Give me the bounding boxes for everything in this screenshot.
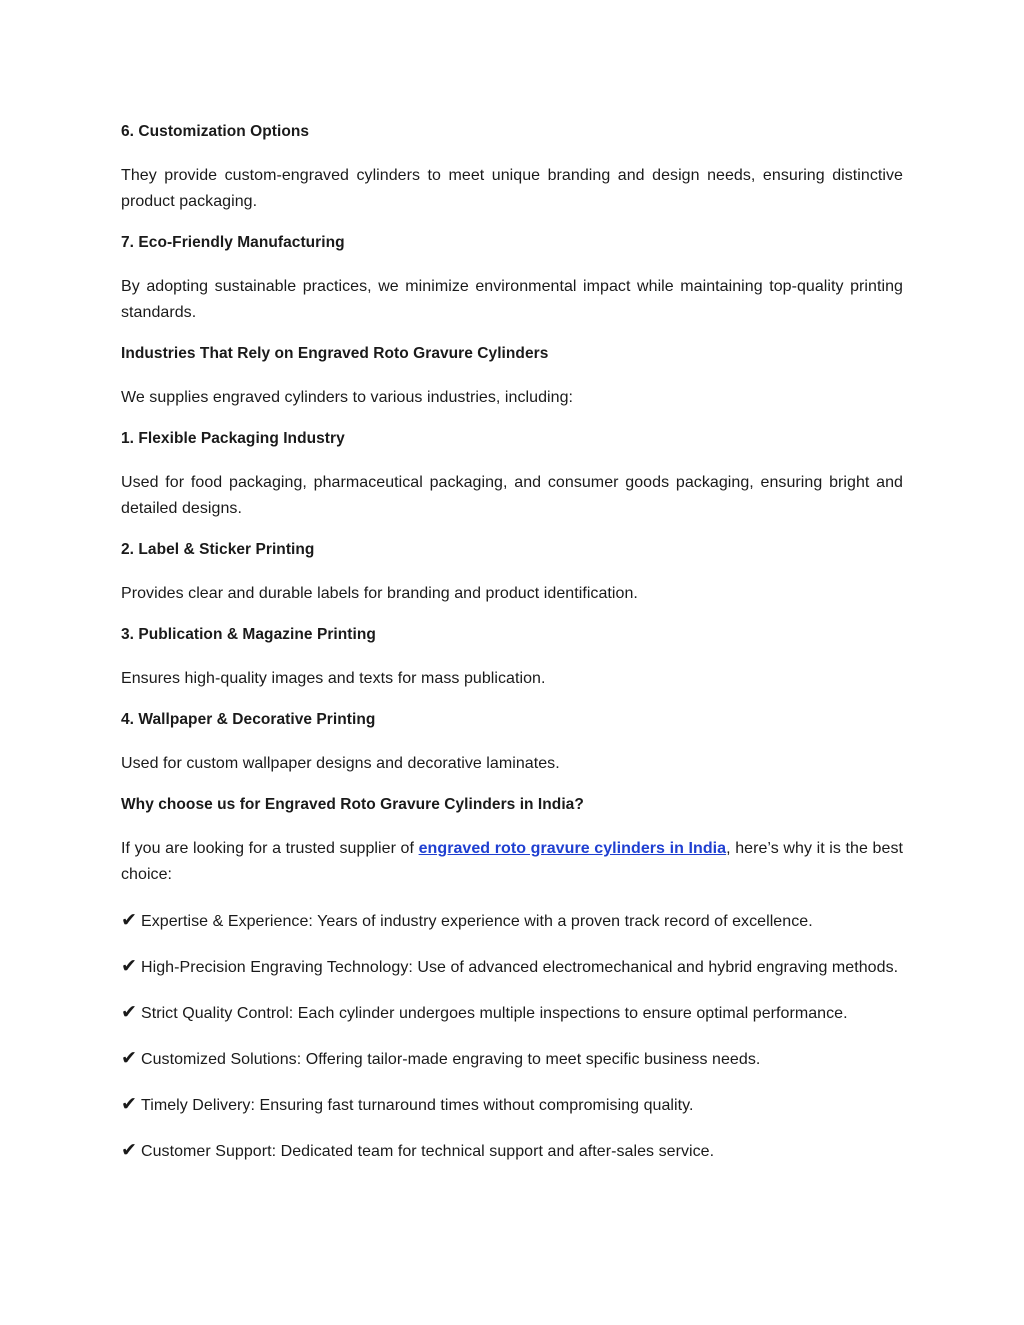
heading-why-choose-us: Why choose us for Engraved Roto Gravure Cylinders in India?	[121, 796, 584, 813]
paragraph-why-choose-us-intro	[121, 836, 903, 888]
intro-text-after-link: , here’s why it is the best choice:	[121, 840, 903, 883]
checklist-item	[121, 907, 903, 935]
checklist-item-text: High-Precision Engraving Technology: Use of advanced electromechanical and hybrid engraving methods.	[140, 959, 899, 976]
checklist-item-text: Customer Support: Dedicated team for technical support and after-sales service.	[140, 1143, 715, 1160]
checklist-item	[121, 953, 903, 981]
engraved-cylinders-india-link[interactable]: engraved roto gravure cylinders in India	[418, 840, 727, 857]
checklist-item-text: Strict Quality Control: Each cylinder undergoes multiple inspections to ensure optimal performance.	[140, 1005, 848, 1022]
checkmark-icon: ✔	[121, 1139, 137, 1161]
checkmark-icon: ✔	[121, 1047, 137, 1069]
heading-publication-magazine-printing: 3. Publication & Magazine Printing	[121, 626, 376, 643]
heading-industries: Industries That Rely on Engraved Roto Gravure Cylinders	[121, 345, 549, 362]
checklist-item	[121, 1091, 903, 1119]
heading-customization-options: 6. Customization Options	[121, 123, 310, 140]
checklist-item	[121, 1045, 903, 1073]
paragraph-label-sticker-printing: Provides clear and durable labels for branding and product identification.	[121, 585, 638, 602]
heading-label-sticker-printing: 2. Label & Sticker Printing	[121, 541, 315, 558]
checklist-item-text: Expertise & Experience: Years of industry experience with a proven track record of excellence.	[140, 913, 813, 930]
heading-eco-friendly-manufacturing: 7. Eco-Friendly Manufacturing	[121, 234, 345, 251]
paragraph-flexible-packaging: Used for food packaging, pharmaceutical packaging, and consumer goods packaging, ensuring bright and detailed designs.	[121, 474, 903, 517]
heading-flexible-packaging: 1. Flexible Packaging Industry	[121, 430, 345, 447]
heading-wallpaper-decorative-printing: 4. Wallpaper & Decorative Printing	[121, 711, 376, 728]
checkmark-icon: ✔	[121, 1093, 137, 1115]
checklist-item-text: Timely Delivery: Ensuring fast turnaround times without compromising quality.	[140, 1097, 694, 1114]
checklist-item	[121, 1137, 903, 1165]
checklist-item-text: Customized Solutions: Offering tailor-made engraving to meet specific business needs.	[140, 1051, 761, 1068]
intro-text-before-link: If you are looking for a trusted supplier of	[121, 840, 419, 857]
checkmark-icon: ✔	[121, 955, 137, 977]
paragraph-publication-magazine-printing: Ensures high-quality images and texts for mass publication.	[121, 670, 546, 687]
checklist-item	[121, 999, 903, 1027]
document-page	[121, 121, 903, 1183]
checkmark-icon: ✔	[121, 909, 137, 931]
checkmark-icon: ✔	[121, 1001, 137, 1023]
paragraph-wallpaper-decorative-printing: Used for custom wallpaper designs and decorative laminates.	[121, 755, 560, 772]
checklist	[121, 907, 903, 1165]
paragraph-customization-options: They provide custom-engraved cylinders to meet unique branding and design needs, ensuring distinctive product packaging.	[121, 167, 903, 210]
paragraph-eco-friendly-manufacturing: By adopting sustainable practices, we minimize environmental impact while maintaining top-quality printing standards.	[121, 278, 903, 321]
paragraph-industries-intro: We supplies engraved cylinders to various industries, including:	[121, 389, 574, 406]
